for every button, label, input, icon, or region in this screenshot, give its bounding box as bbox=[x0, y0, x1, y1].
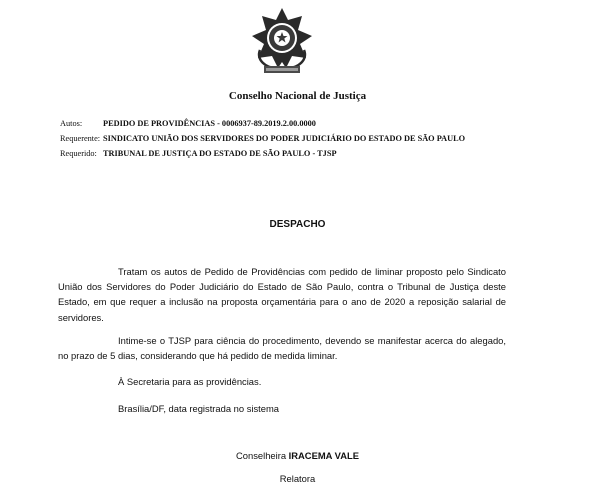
case-info-value: SINDICATO UNIÃO DOS SERVIDORES DO PODER JUDICIÁRIO DO ESTADO DE SÃO PAULO bbox=[103, 134, 466, 143]
signature-role: Relatora bbox=[279, 473, 316, 484]
organization-name: Conselho Nacional de Justiça bbox=[228, 90, 367, 102]
paragraph: Tratam os autos de Pedido de Providências com pedido de liminar proposto pelo Sindicato União dos Servidores do Poder Judiciário do Estado de São Paulo, contra o Tribunal de Justiça deste Estado, em que requer a inclusão na proposta orçamentária para o ano de 2020 a reposição salarial de servidores. bbox=[58, 266, 506, 323]
case-info-value: TRIBUNAL DE JUSTIÇA DO ESTADO DE SÃO PAULO - TJSP bbox=[103, 149, 337, 158]
case-info-row-autos bbox=[60, 116, 465, 131]
case-info-label: Autos: bbox=[60, 119, 83, 128]
paragraph: À Secretaria para as providências. bbox=[118, 376, 262, 387]
signature-title: Conselheira bbox=[236, 450, 289, 461]
case-info-label: Requerente: bbox=[60, 134, 101, 143]
date-line: Brasília/DF, data registrada no sistema bbox=[118, 403, 280, 414]
signature-line bbox=[0, 450, 595, 461]
case-info-row-requerido bbox=[60, 146, 465, 161]
paragraph: Intime-se o TJSP para ciência do procedimento, devendo se manifestar acerca do alegado, no prazo de 5 dias, considerando que há pedido de medida liminar. bbox=[58, 335, 506, 362]
case-info-label: Requerido: bbox=[60, 149, 97, 158]
case-info bbox=[60, 116, 465, 161]
case-info-row-requerente bbox=[60, 131, 465, 146]
document-title: DESPACHO bbox=[269, 219, 326, 230]
signature-name: IRACEMA VALE bbox=[288, 450, 359, 461]
case-info-value: PEDIDO DE PROVIDÊNCIAS - 0006937-89.2019.2.00.0000 bbox=[103, 119, 316, 128]
brazil-coat-of-arms-icon bbox=[252, 8, 312, 76]
